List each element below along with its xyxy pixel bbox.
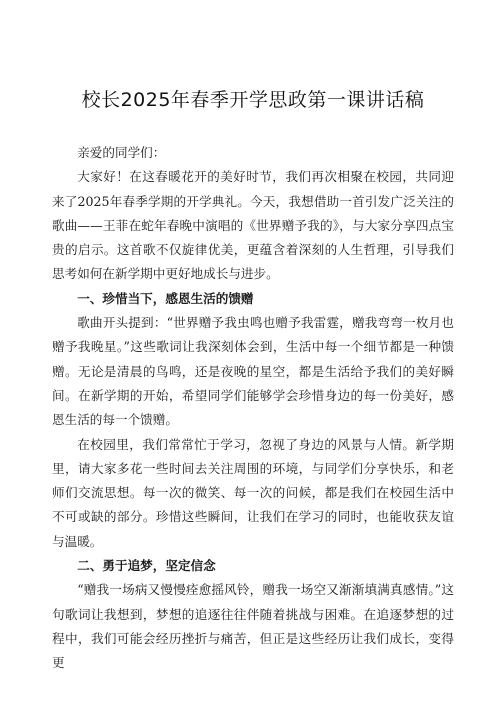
section-heading-2: 二、勇于追梦，坚定信念 [77, 558, 216, 574]
intro-paragraph: 大家好！在这春暖花开的美好时节，我们再次相聚在校园，共同迎来了2025年春季学期的开学典礼。今天，我想借助一首引发广泛关注的歌曲——王菲在蛇年春晚中演唱的《世界赠予我的》，与大家分享四点宝贵的启示。这首歌不仅旋律优美，更蕴含着深刻的人生哲理，引导我们思考如何在新学期中更好地成长与进步。 [52, 169, 454, 282]
section2-paragraph-1: “赠我一场病又慢慢痊愈摇风铃，赠我一场空又渐渐填满真感情。”这句歌词让我想到，梦想的追逐往往伴随着挑战与困难。在追逐梦想的过程中，我们可能会经历挫折与痛苦，但正是这些经历让我们成长，变得更 [52, 582, 454, 671]
document-title: 校长2025年春季开学思政第一课讲话稿 [81, 89, 425, 111]
greeting: 亲爱的同学们： [77, 145, 166, 160]
document-body [52, 141, 454, 676]
section1-paragraph-2: 在校园里，我们常常忙于学习，忽视了身边的风景与人情。新学期里，请大家多花一些时间去关注周围的环境，与同学们分享快乐，和老师们交流思想。每一次的微笑、每一次的问候，都是我们在校园生活中不可或缺的部分。珍惜这些瞬间，让我们在学习的同时，也能收获友谊与温暖。 [52, 436, 454, 549]
section1-paragraph-1: 歌曲开头提到：“世界赠予我虫鸣也赠予我雷霆，赠我弯弯一枚月也赠予我晚星。”这些歌词让我深刻体会到，生活中每一个细节都是一种馈赠。无论是清晨的鸟鸣，还是夜晚的星空，都是生活给予我们的美好瞬间。在新学期的开始，希望同学们能够学会珍惜身边的每一份美好，感恩生活的每一个馈赠。 [52, 315, 454, 428]
section-heading-1: 一、珍惜当下，感恩生活的馈赠 [77, 290, 254, 306]
